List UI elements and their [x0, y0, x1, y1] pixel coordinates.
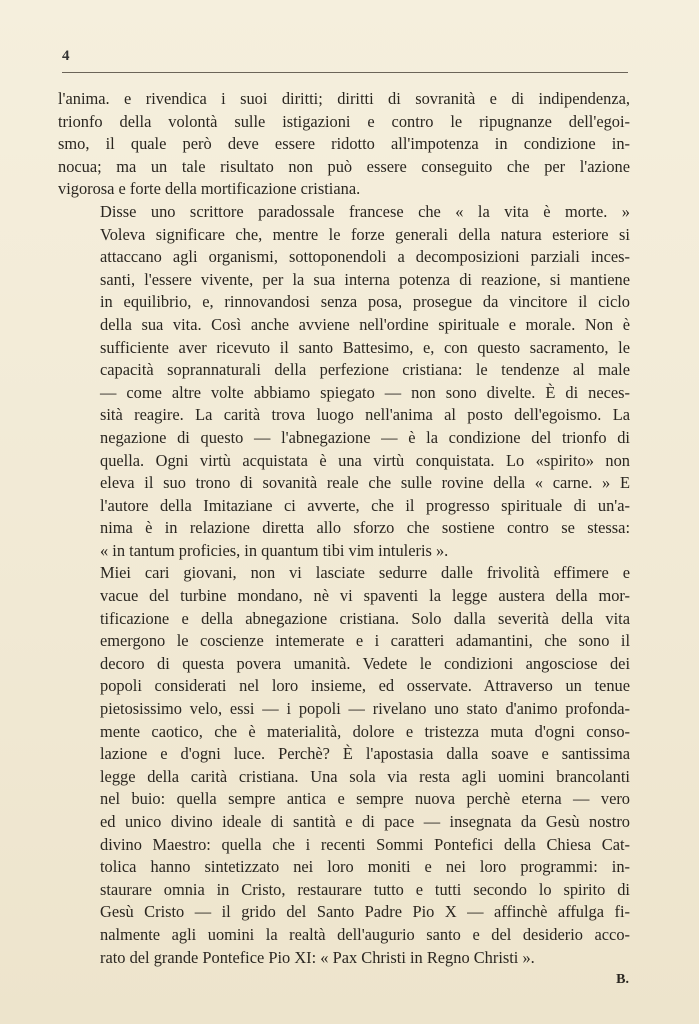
signature: B.: [616, 972, 629, 987]
text-line: l'anima. e rivendica i suoi diritti; diritti di sovranità e di indipendenza,: [58, 89, 630, 108]
text-line: « in tantum proficies, in quantum tibi vim intuleris ».: [100, 540, 449, 560]
text-line: mente caotico, che è materialità, dolore e tristezza muta d'ogni conso-: [100, 721, 630, 741]
text-line: in equilibrio, e, rinnovandosi senza posa, prosegue da vincitore il ciclo: [100, 292, 630, 312]
text-line: tificazione e della abnegazione cristiana. Solo dalla severità della vita: [100, 608, 630, 628]
text-line: — come altre volte abbiamo spiegato — non sono divelte. È di neces-: [100, 382, 630, 402]
text-line: nel buio: quella sempre antica e sempre nuova perchè eterna — vero: [100, 789, 630, 809]
text-line: divino Maestro: quella che i recenti Sommi Pontefici della Chiesa Cat-: [100, 834, 630, 854]
paragraph: [58, 562, 630, 969]
text-line: attaccano agli organismi, sottoponendoli a decomposizioni parziali inces-: [100, 247, 630, 267]
text-line: popoli considerati nel loro insieme, ed osservate. Attraverso un tenue: [100, 676, 630, 696]
text-line: Voleva significare che, mentre le forze generali della natura esteriore si: [100, 224, 630, 244]
text-line: nocua; ma un tale risultato non può essere conseguito che per l'azione: [58, 156, 630, 176]
text-line: smo, il quale però deve essere ridotto all'impotenza in condizione in-: [58, 134, 630, 154]
text-line: capacità soprannaturali della perfezione cristiana: le tendenze al male: [100, 360, 630, 380]
text-line: quella. Ogni virtù acquistata è una virtù conquistata. Lo «spirito» non: [100, 450, 630, 470]
text-line: vigorosa e forte della mortificazione cristiana.: [58, 179, 361, 199]
header-rule: [62, 72, 628, 73]
text-line: sufficiente aver ricevuto il santo Battesimo, e, con questo sacramento, le: [100, 337, 630, 357]
text-line: della sua vita. Così anche avviene nell'ordine spirituale e morale. Non è: [100, 314, 630, 334]
text-line: tolica hanno sintetizzato nei loro moniti e nei loro programmi: in-: [100, 857, 630, 877]
text-line: santi, l'essere vivente, per la sua interna potenza di reazione, si mantiene: [100, 269, 630, 289]
text-line: Miei cari giovani, non vi lasciate sedurre dalle frivolità effimere e: [100, 563, 630, 583]
text-line: eleva il suo trono di sovanità reale che sulle rovine della « carne. » E: [100, 473, 630, 493]
paragraph: [58, 201, 630, 563]
text-line: ed unico divino ideale di santità e di pace — insegnata da Gesù nostro: [100, 812, 630, 831]
text-line: Gesù Cristo — il grido del Santo Padre Pio X — affinchè affulga fi-: [100, 902, 630, 922]
text-line: negazione di questo — l'abnegazione — è la condizione del trionfo di: [100, 427, 630, 447]
text-line: rato del grande Pontefice Pio XI: « Pax Christi in Regno Christi ».: [100, 947, 535, 967]
text-line: Disse uno scrittore paradossale francese che « la vita è morte. »: [100, 201, 630, 221]
text-line: nima è in relazione diretta allo sforzo che sostiene contro se stessa:: [100, 518, 630, 538]
text-line: legge della carità cristiana. Una sola via resta agli uomini brancolanti: [100, 766, 630, 786]
text-line: decoro di questa povera umanità. Vedete le condizioni angosciose dei: [100, 653, 630, 673]
text-line: vacue del turbine mondano, nè vi spaventi la legge austera della mor-: [100, 586, 630, 606]
text-line: emergono le coscienze intemerate e i caratteri adamantini, che sono il: [100, 631, 630, 651]
page-number: 4: [62, 48, 70, 64]
text-line: sità reagire. La carità trova luogo nell'anima al posto dell'egoismo. La: [100, 405, 630, 425]
paragraph: [58, 88, 630, 201]
text-line: staurare omnia in Cristo, restaurare tutto e tutti secondo lo spirito di: [100, 879, 630, 899]
text-line: nalmente agli uomini la realtà dell'augurio santo e del desiderio acco-: [100, 924, 630, 944]
text-line: lazione e d'ogni luce. Perchè? È l'apostasia dalla soave e santissima: [100, 744, 630, 764]
text-line: l'autore della Imitaziane ci avverte, che il progresso spirituale di un'a-: [100, 495, 630, 515]
text-line: trionfo della volontà sulle istigazioni e contro le ripugnanze dell'egoi-: [58, 111, 630, 131]
body-text: [58, 88, 630, 969]
text-line: pietosissimo velo, essi — i popoli — rivelano uno stato d'animo profonda-: [100, 699, 630, 719]
